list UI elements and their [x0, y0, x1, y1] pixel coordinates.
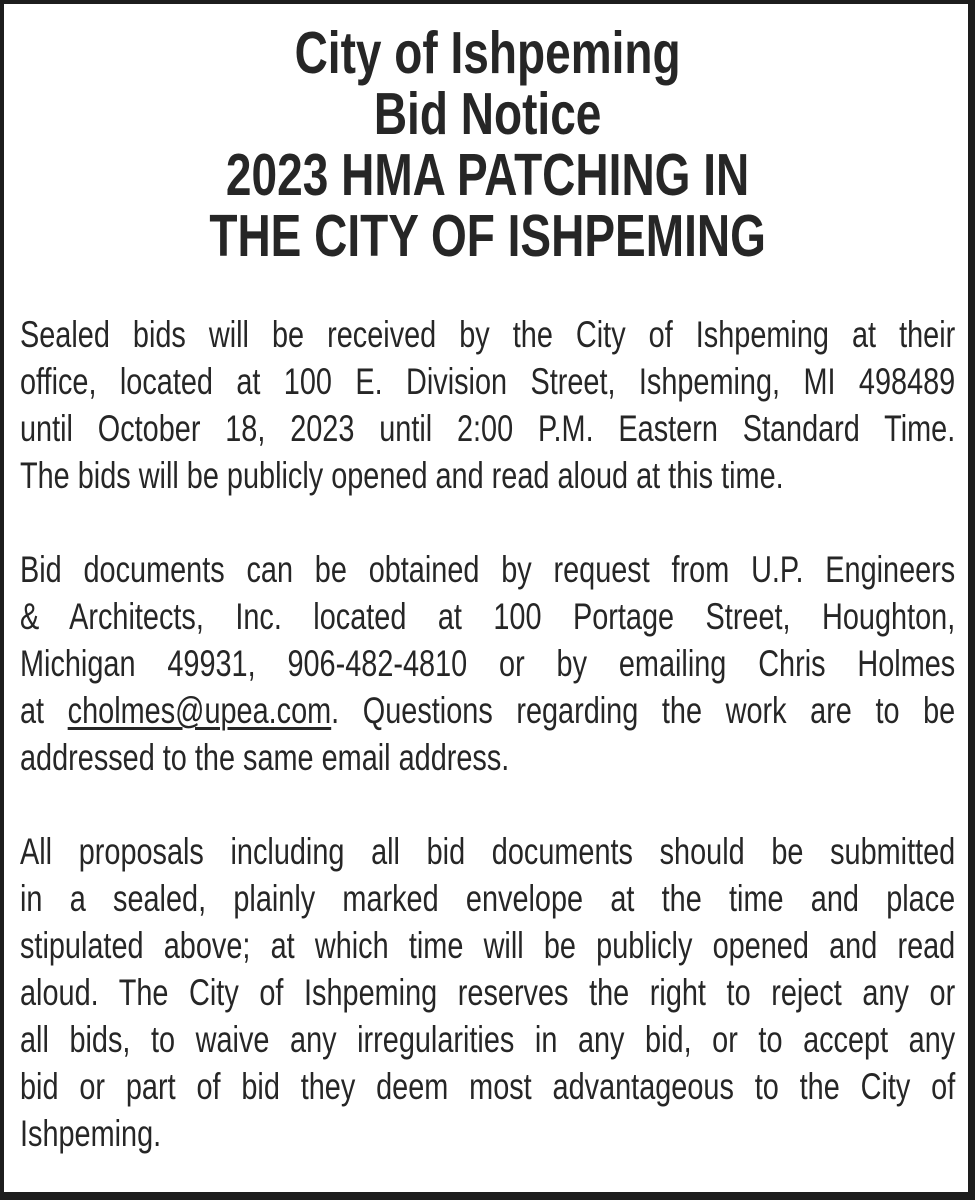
paragraph-bid-documents	[20, 546, 955, 781]
paragraph-sealed-bids	[20, 311, 955, 499]
paragraph-2-line-3: Michigan 49931, 906-482-4810 or by emailing Chris Holmes	[20, 643, 956, 684]
email-suffix-text: . Questions regarding the work are to be	[331, 690, 956, 731]
title-line-project-1: 2023 HMA PATCHING IN	[225, 142, 750, 208]
paragraph-1-line-4: The bids will be publicly opened and read aloud at this time.	[20, 455, 784, 496]
title-line-project-2: THE CITY OF ISHPEMING	[209, 203, 766, 269]
paragraph-2-line-5: addressed to the same email address.	[20, 737, 510, 778]
notice-title	[20, 20, 955, 269]
title-line-city: City of Ishpeming	[294, 20, 681, 86]
title-line-bid-notice: Bid Notice	[373, 81, 602, 147]
notice-text-column	[20, 20, 956, 1157]
paragraph-3-line-7: Ishpeming.	[20, 1113, 162, 1154]
paragraph-3-line-6: bid or part of bid they deem most advantageous to the City of	[20, 1066, 956, 1107]
notice-content	[4, 4, 968, 1157]
paragraph-2-line-2: & Architects, Inc. located at 100 Portage Street, Houghton,	[20, 596, 956, 637]
paragraph-1-line-3: until October 18, 2023 until 2:00 P.M. Eastern Standard Time.	[20, 408, 956, 449]
paragraph-3-line-3: stipulated above; at which time will be publicly opened and read	[20, 925, 956, 966]
email-address: cholmes@upea.com	[67, 690, 332, 731]
paragraph-3-line-1: All proposals including all bid documents should be submitted	[20, 831, 956, 872]
paragraph-3-line-5: all bids, to waive any irregularities in any bid, or to accept any	[20, 1019, 956, 1060]
paragraph-2-line-4	[20, 687, 955, 734]
paragraph-1-line-1: Sealed bids will be received by the City of Ishpeming at their	[20, 314, 956, 355]
paragraph-3-line-4: aloud. The City of Ishpeming reserves the right to reject any or	[20, 972, 956, 1013]
paragraph-2-line-1: Bid documents can be obtained by request from U.P. Engineers	[20, 549, 956, 590]
paragraph-1-line-2: office, located at 100 E. Division Street, Ishpeming, MI 498489	[20, 361, 956, 402]
paragraph-proposals	[20, 828, 955, 1157]
notice-body	[20, 311, 955, 1157]
paragraph-3-line-2: in a sealed, plainly marked envelope at the time and place	[20, 878, 956, 919]
email-prefix-text: at	[20, 690, 68, 731]
